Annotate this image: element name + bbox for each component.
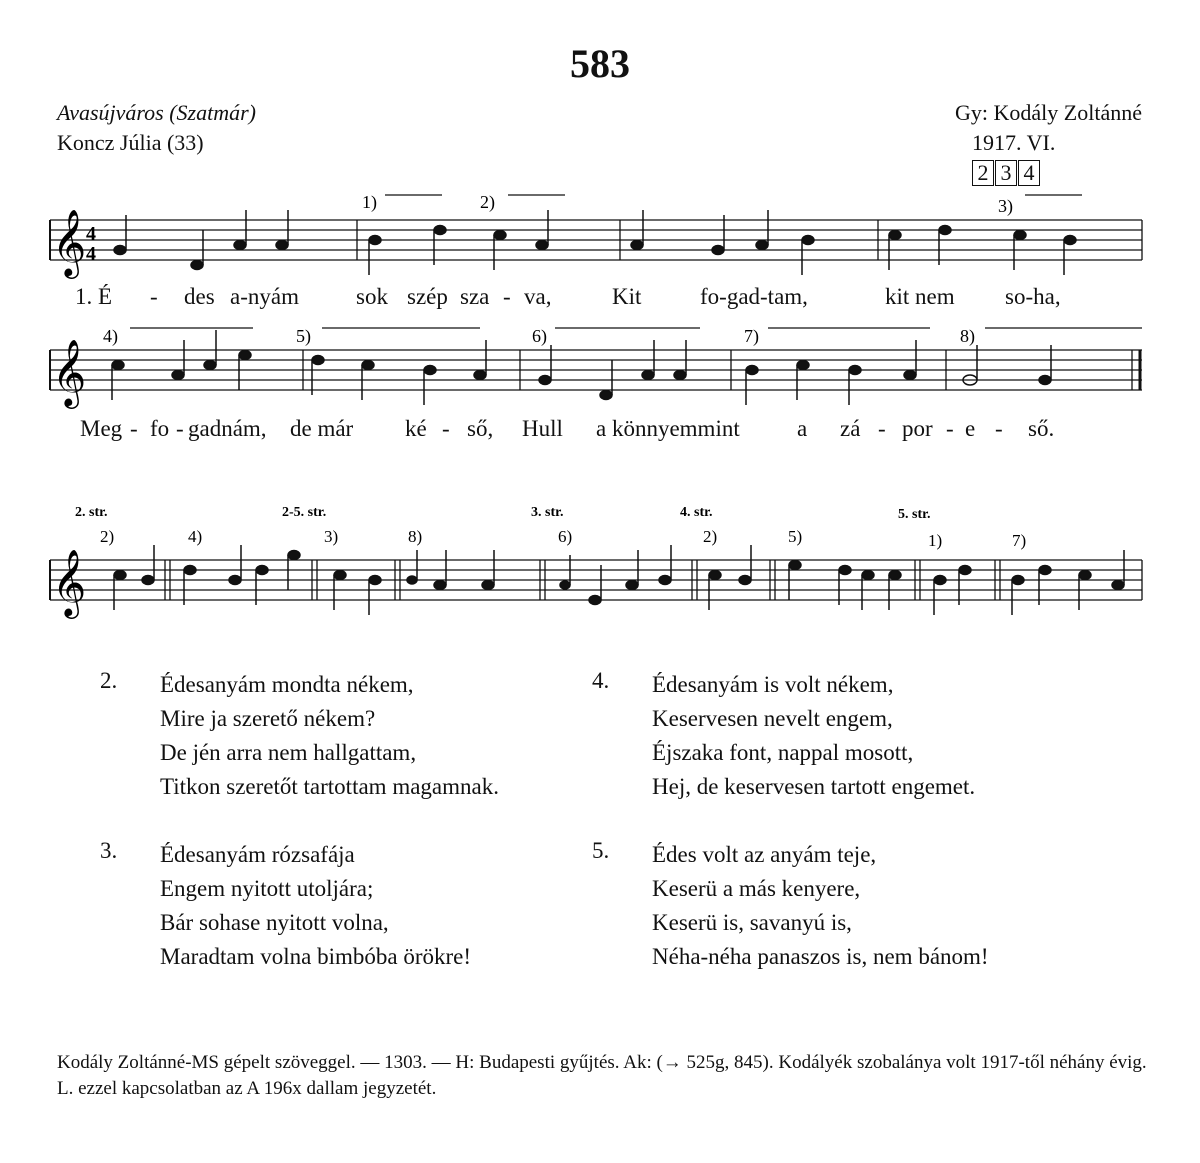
- verse-number: 2.: [100, 668, 118, 693]
- variant-mark: 7): [1012, 531, 1027, 550]
- lyric-syllable: sok: [356, 284, 388, 309]
- strophe-label: 2. str.: [75, 505, 108, 520]
- strophe-box: 3: [995, 160, 1017, 186]
- variant-mark: 4): [188, 527, 203, 546]
- verse-line: Mire ja szerető nékem?: [160, 706, 376, 731]
- variant-mark: 1): [362, 192, 377, 212]
- verse-line: Néha-néha panaszos is, nem bánom!: [652, 944, 989, 969]
- verse-3: [160, 838, 471, 974]
- verse-number: 5.: [592, 838, 610, 863]
- verse-line: Édesanyám mondta nékem,: [160, 672, 414, 697]
- lyric-syllable: 1. É: [75, 284, 113, 309]
- song-number: 583: [570, 41, 630, 86]
- variant-mark: 4): [103, 326, 118, 346]
- verse-line: Éjszaka font, nappal mosott,: [652, 740, 914, 765]
- lyric-syllable: -: [995, 416, 1003, 441]
- variant-mark: 3): [998, 196, 1013, 216]
- place-of-collection: Avasújváros (Szatmár): [57, 100, 257, 125]
- lyric-syllable: des: [184, 284, 215, 309]
- verse-5: [652, 838, 989, 974]
- lyric-syllable: Kit: [612, 284, 642, 309]
- strophe-box: 2: [972, 160, 994, 186]
- lyric-syllable: fo-gad-tam,: [700, 284, 808, 309]
- variant-mark: 2): [100, 527, 115, 546]
- verse-line: Engem nyitott utoljára;: [160, 876, 374, 901]
- editorial-notes: Kodály Zoltánné-MS gépelt szöveggel. — 1303. — H: Budapesti gyűjtés. Ak: (→ 525g, 845). Kodályék szobalánya volt 1917-től néhány évig. L. ezzel kapcsolatban az A 196x dallam jegyzetét.: [57, 1052, 1147, 1099]
- notes-group-2: [112, 330, 1051, 405]
- variant-mark: 8): [408, 527, 423, 546]
- verse-line: Édesanyám rózsafája: [160, 842, 355, 867]
- verse-line: Hej, de keservesen tartott engemet.: [652, 774, 976, 799]
- strophe-label: 3. str.: [531, 505, 564, 520]
- verse-line: Édes volt az anyám teje,: [652, 842, 877, 867]
- treble-clef-icon: 𝄞: [52, 548, 87, 616]
- lyric-syllable: de már: [290, 416, 354, 441]
- lyric-syllable: va,: [524, 284, 552, 309]
- lyric-syllable: Meg: [80, 416, 123, 441]
- staff-variants: [0, 500, 1200, 620]
- collector-name: Gy: Kodály Zoltánné: [955, 100, 1142, 125]
- variant-mark: 8): [960, 326, 975, 346]
- verse-line: Keservesen nevelt engem,: [652, 706, 893, 731]
- variant-mark: 1): [928, 531, 943, 550]
- lyric-syllable: -: [878, 416, 886, 441]
- lyric-syllable: -: [503, 284, 511, 309]
- lyric-syllable: por: [902, 416, 933, 441]
- lyric-syllable: e: [965, 416, 976, 441]
- strophe-label: 2-5. str.: [282, 505, 327, 520]
- lyric-syllable: szép: [407, 284, 448, 309]
- lyric-syllable: zá: [840, 416, 861, 441]
- treble-clef-icon: 𝄞: [52, 208, 87, 276]
- verse-line: Keserü a más kenyere,: [652, 876, 861, 901]
- lyric-syllable: -: [442, 416, 450, 441]
- lyric-syllable: ső.: [1028, 416, 1055, 441]
- lyric-syllable: fo: [150, 416, 170, 441]
- variant-mark: 7): [744, 326, 759, 346]
- strophe-boxes: [972, 160, 1041, 186]
- time-signature-top: 4: [86, 223, 96, 245]
- verse-line: Édesanyám is volt nékem,: [652, 672, 894, 697]
- variant-mark: 5): [788, 527, 803, 546]
- strophe-label: 4. str.: [680, 505, 713, 520]
- verse-number: 3.: [100, 838, 118, 863]
- lyric-syllable: ső,: [467, 416, 494, 441]
- variant-mark: 2): [480, 192, 495, 212]
- lyric-syllable: -: [176, 416, 184, 441]
- lyric-syllable: ké: [405, 416, 427, 441]
- lyric-syllable: -: [150, 284, 158, 309]
- lyric-syllable: gadnám,: [188, 416, 267, 441]
- verse-4: [652, 668, 975, 804]
- verse-number: 4.: [592, 668, 610, 693]
- verse-line: Keserü is, savanyú is,: [652, 910, 852, 935]
- lyric-syllable: kit nem: [885, 284, 955, 309]
- lyric-syllable: so-ha,: [1005, 284, 1061, 309]
- time-signature-bottom: 4: [86, 243, 96, 265]
- variant-mark: 6): [558, 527, 573, 546]
- lyric-syllable: -: [946, 416, 954, 441]
- strophe-label: 5. str.: [898, 507, 931, 522]
- variant-mark: 2): [703, 527, 718, 546]
- lyrics-line-1: [0, 284, 1200, 314]
- lyrics-line-2: [0, 416, 1200, 446]
- collection-date: 1917. VI.: [972, 130, 1056, 155]
- lyric-syllable: a könnyemmint: [596, 416, 740, 441]
- verse-2: [160, 668, 499, 804]
- variant-mark: 3): [324, 527, 339, 546]
- lyric-syllable: -: [130, 416, 138, 441]
- lyric-syllable: a-nyám: [230, 284, 299, 309]
- lyric-syllable: Hull: [522, 416, 563, 441]
- lyric-syllable: sza: [460, 284, 490, 309]
- strophe-box: 4: [1018, 160, 1040, 186]
- staff-line-2: [0, 320, 1200, 420]
- verse-line: Maradtam volna bimbóba örökre!: [160, 944, 472, 969]
- treble-clef-icon: 𝄞: [52, 338, 87, 406]
- variant-mark: 5): [296, 326, 311, 346]
- singer-name: Koncz Júlia (33): [57, 130, 204, 155]
- verse-line: De jén arra nem hallgattam,: [160, 740, 417, 765]
- lyric-syllable: a: [797, 416, 808, 441]
- verse-line: Titkon szeretőt tartottam magamnak.: [160, 774, 499, 799]
- variant-mark: 6): [532, 326, 547, 346]
- verse-line: Bár sohase nyitott volna,: [160, 910, 389, 935]
